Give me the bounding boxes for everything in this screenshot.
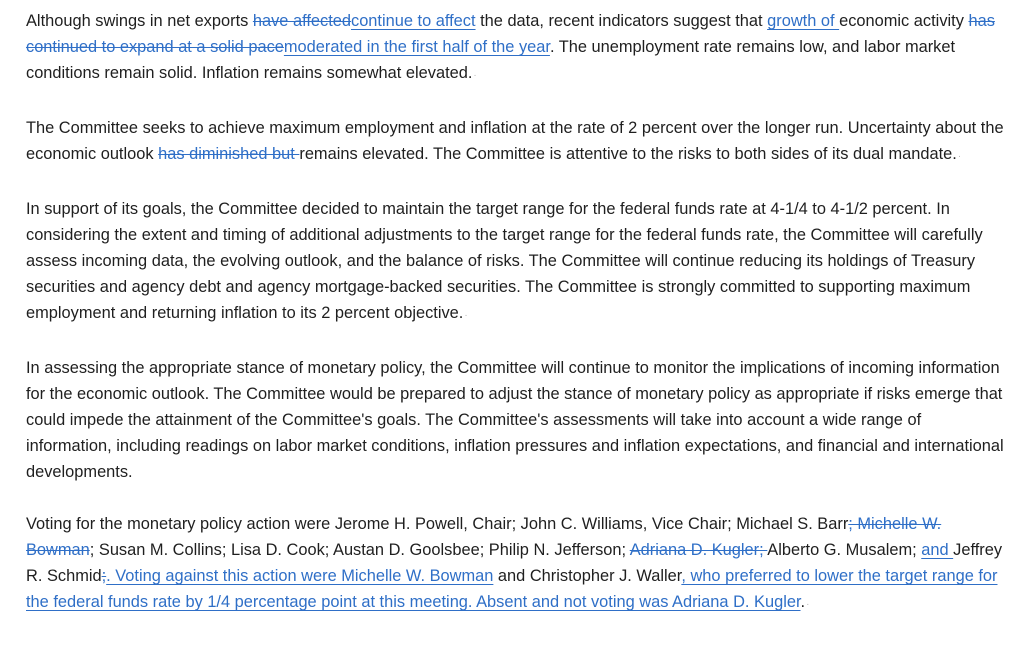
text-run: In assessing the appropriate stance of monetary policy, the Committee will continue to monitor the implications of incoming information for the economic outlook. The Committee would be prepared to adjust the stance of monetary policy as appropriate if risks emerge that could impede the attainment of the Committee's goals. The Committee's assessments will take into account a wide range of information, including readings on labor market conditions, inflation pressures and inflation expectations, and financial and international developments. <box>26 359 1004 481</box>
text-run: Voting for the monetary policy action were Jerome H. Powell, Chair; John C. Williams, Vice Chair; Michael S. Barr <box>26 515 849 533</box>
text-run: remains elevated. The Committee is attentive to the risks to both sides of its dual mandate. <box>299 145 957 163</box>
text-run: Jeffrey R. Schmid <box>26 541 1003 585</box>
paragraph-voting <box>26 511 1011 618</box>
inserted-text: growth of <box>767 12 840 30</box>
inserted-text: moderated in the first half of the year <box>283 38 550 56</box>
paragraph-economic-activity <box>26 8 1011 89</box>
inserted-text: continue to affect <box>351 12 476 30</box>
text-run: Although swings in net exports <box>26 12 253 30</box>
deleted-text: has continued to expand at a solid pace <box>26 12 995 56</box>
deleted-text: Adriana D. Kugler; <box>629 541 768 559</box>
paragraph-policy-stance <box>26 355 1011 485</box>
inserted-text: and <box>921 541 954 559</box>
text-run: ; Susan M. Collins; Lisa D. Cook; Austan D. Goolsbee; Philip N. Jefferson; <box>89 541 630 559</box>
deleted-text: ; <box>101 567 107 585</box>
text-run: economic activity <box>839 12 969 30</box>
deleted-text: have affected <box>252 12 351 30</box>
text-run: and Christopher J. Waller <box>493 567 682 585</box>
text-run: In support of its goals, the Committee decided to maintain the target range for the federal funds rate at 4-1/4 to 4-1/2 percent. In considering the extent and timing of additional adjustments to the target range for the federal funds rate, the Committee will carefully assess incoming data, the evolving outlook, and the balance of risks. The Committee will continue reducing its holdings of Treasury securities and agency debt and agency mortgage-backed securities. The Committee is strongly committed to supporting maximum employment and returning inflation to its 2 percent objective. <box>26 200 983 322</box>
paragraph-mark: · <box>957 151 962 162</box>
paragraph-committee-objectives <box>26 115 1011 170</box>
inserted-text: , who preferred to lower the target range for the federal funds rate by 1/4 percentage point at this meeting. Absent and not voting was Adriana D. Kugler <box>26 567 998 611</box>
text-run: Alberto G. Musalem; <box>767 541 922 559</box>
text-run: . <box>800 593 806 611</box>
deleted-text: ; Michelle W. Bowman <box>26 515 942 559</box>
paragraph-mark: · <box>473 70 477 81</box>
document-body <box>26 8 1011 644</box>
paragraph-mark: · <box>464 310 468 321</box>
text-run: The Committee seeks to achieve maximum employment and inflation at the rate of 2 percent over the longer run. Uncertainty about the economic outlook <box>26 119 1004 163</box>
deleted-text: has diminished but <box>158 145 300 163</box>
text-run: the data, recent indicators suggest that <box>475 12 768 30</box>
paragraph-target-range <box>26 196 1011 329</box>
inserted-text: . Voting against this action were Michelle W. Bowman <box>106 567 494 585</box>
text-run: . The unemployment rate remains low, and labor market conditions remain solid. Inflation remains somewhat elevated. <box>26 38 956 82</box>
paragraph-mark: · <box>806 599 810 610</box>
